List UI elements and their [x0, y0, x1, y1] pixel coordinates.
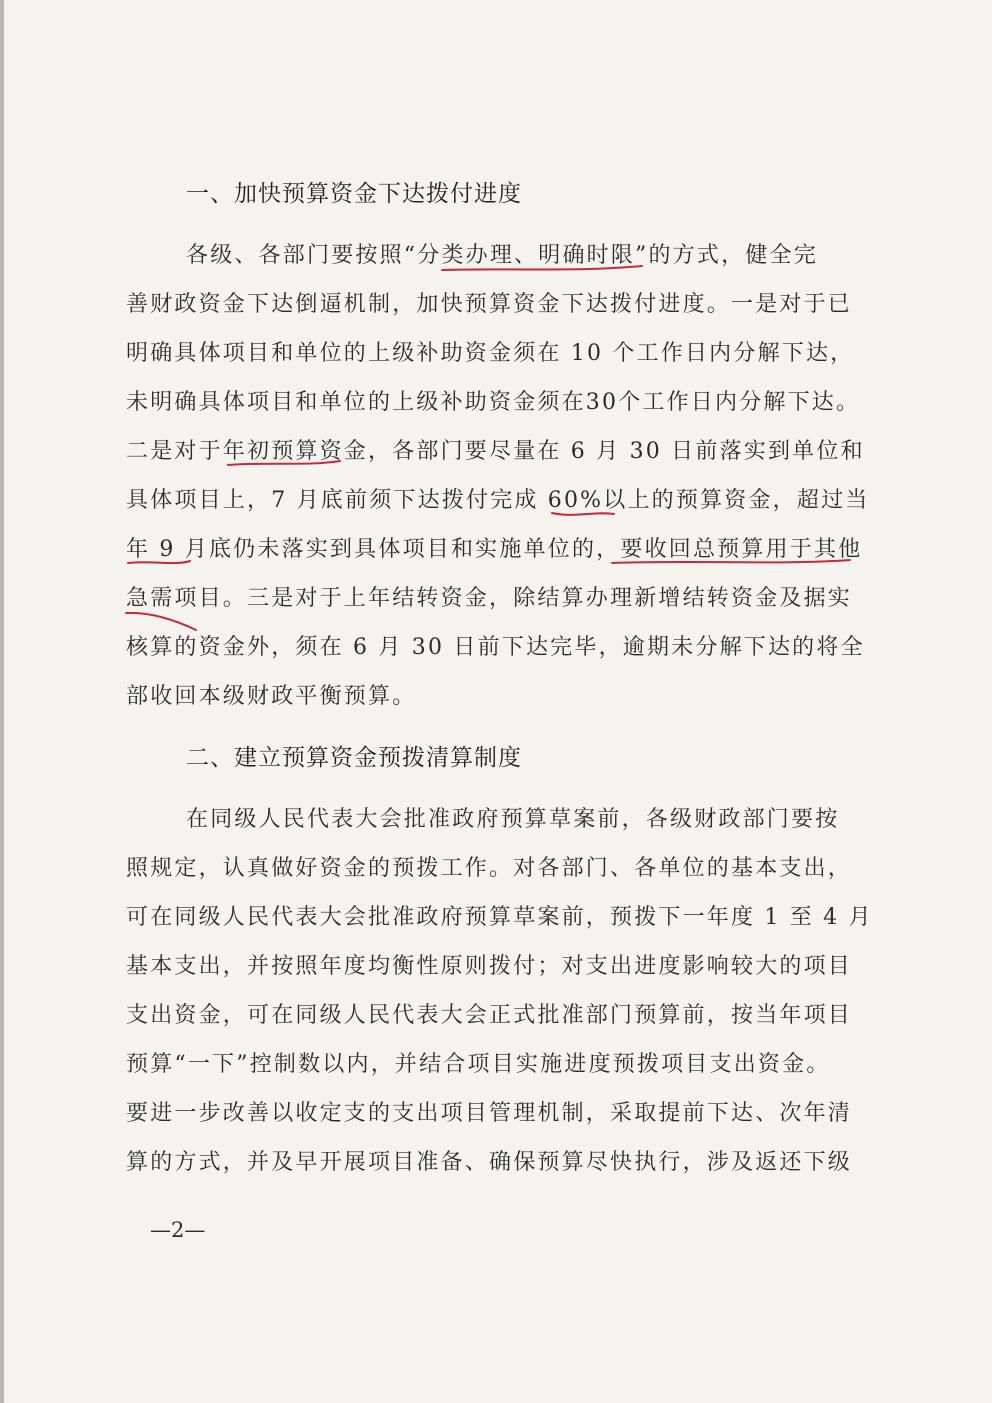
s1-paragraph-line: 核算的资金外，须在 6 月 30 日前下达完毕，逾期未分解下达的将全: [126, 635, 865, 660]
s1-paragraph-line: 急需项目。三是对于上年结转资金，除结算办理新增结转资金及据实: [126, 586, 853, 611]
s2-paragraph-line: 支出资金，可在同级人民代表大会正式批准部门预算前，按当年项目: [126, 1003, 853, 1028]
margin-mark: [126, 613, 196, 630]
s2-paragraph-line: 预算“一下”控制数以内，并结合项目实施进度预拨项目支出资金。: [126, 1052, 831, 1077]
s1-paragraph-line: 部收回本级财政平衡预算。: [126, 684, 417, 709]
s1-paragraph-line: 各级、各部门要按照“分类办理、明确时限”的方式，健全完: [186, 243, 818, 268]
s2-paragraph-line: 要进一步改善以收定支的支出项目管理机制，采取提前下达、次年清: [126, 1101, 853, 1126]
s1-paragraph-line: 具体项目上，7 月底前须下达拨付完成 60%以上的预算资金，超过当: [126, 488, 870, 513]
s1-paragraph-line: 年 9 月底仍未落实到具体项目和实施单位的，要收回总预算用于其他: [126, 537, 863, 562]
page-number: —2—: [150, 1218, 206, 1242]
s2-paragraph-line: 在同级人民代表大会批准政府预算草案前，各级财政部门要按: [186, 807, 840, 832]
s1-paragraph-line: 未明确具体项目和单位的上级补助资金须在30个工作日内分解下达。: [126, 390, 861, 415]
underline-september: [128, 561, 190, 563]
underline-sixty-percent: [552, 513, 614, 515]
underline-classified-handling: [442, 266, 642, 270]
s1-paragraph-line: 明确具体项目和单位的上级补助资金须在 10 个工作日内分解下达，: [126, 341, 855, 366]
s2-paragraph-line: 可在同级人民代表大会批准政府预算草案前，预拨下一年度 1 至 4 月: [126, 905, 873, 930]
section-2-heading: 二、建立预算资金预拨清算制度: [186, 745, 522, 771]
underline-recover-budget: [612, 560, 850, 563]
underline-early-year-budget: [228, 461, 340, 465]
s1-paragraph-line: 二是对于年初预算资金，各部门要尽量在 6 月 30 日前落实到单位和: [126, 439, 865, 464]
s1-paragraph-line: 善财政资金下达倒逼机制，加快预算资金下达拨付进度。一是对于已: [126, 292, 853, 317]
s2-paragraph-line: 算的方式，并及早开展项目准备、确保预算尽快执行，涉及返还下级: [126, 1150, 853, 1175]
s2-paragraph-line: 照规定，认真做好资金的预拨工作。对各部门、各单位的基本支出，: [126, 856, 853, 881]
section-1-heading: 一、加快预算资金下达拨付进度: [186, 181, 522, 207]
s2-paragraph-line: 基本支出，并按照年度均衡性原则拨付；对支出进度影响较大的项目: [126, 954, 853, 979]
